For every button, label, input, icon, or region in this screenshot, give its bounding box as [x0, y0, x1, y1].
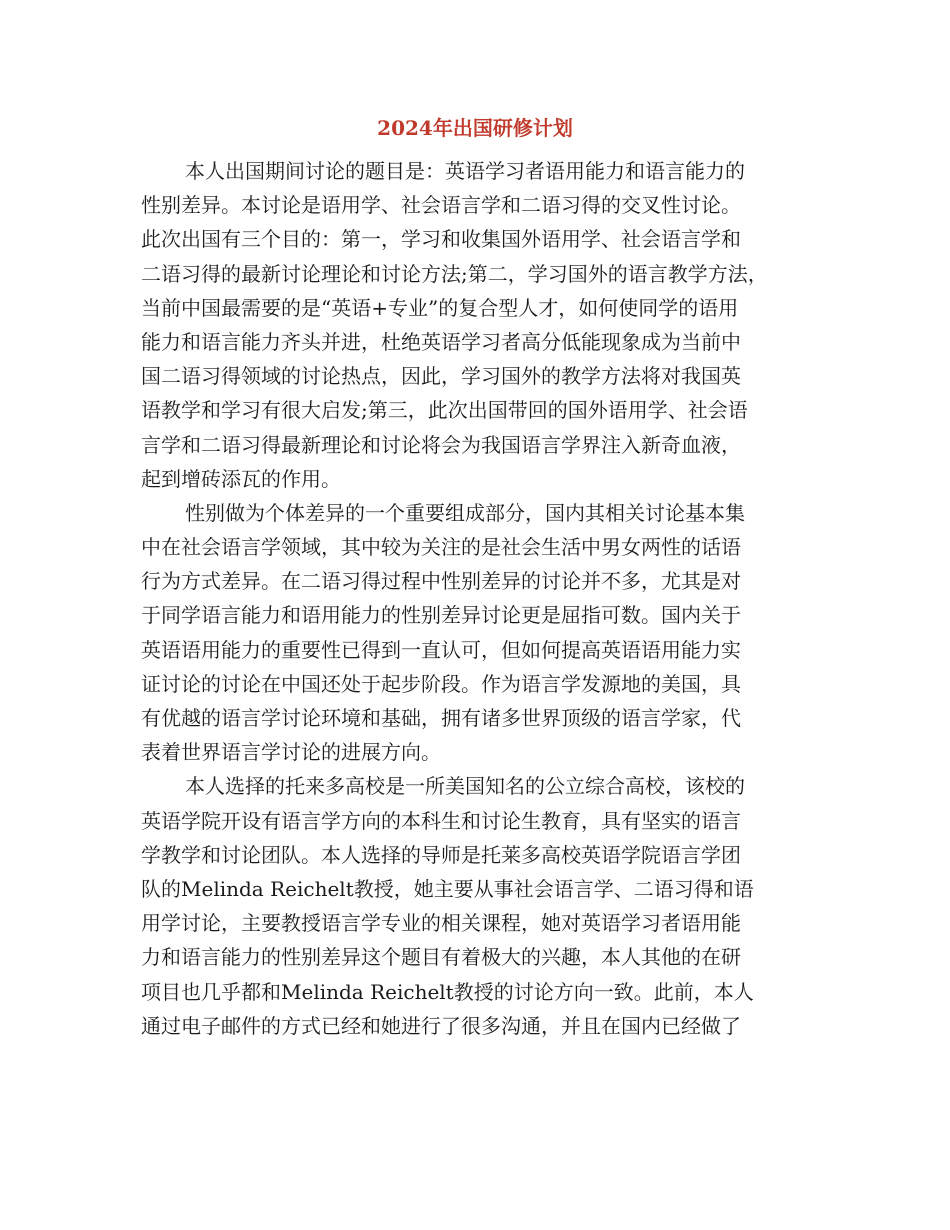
- text-line: 通过电子邮件的方式已经和她进行了很多沟通，并且在国内已经做了: [141, 1013, 741, 1038]
- text-line: 国二语习得领域的讨论热点，因此，学习国外的教学方法将对我国英: [141, 364, 741, 389]
- text-line: 有优越的语言学讨论环境和基础，拥有诸多世界顶级的语言学家，代: [141, 706, 741, 730]
- document-title: 2024年出国研修计划: [377, 116, 573, 140]
- text-line: 本人选择的托来多高校是一所美国知名的公立综合高校，该校的: [185, 774, 745, 799]
- text-line: 行为方式差异。在二语习得过程中性别差异的讨论并不多，尤其是对: [141, 569, 741, 594]
- text-line: 英语学院开设有语言学方向的本科生和讨论生教育，具有坚实的语言: [141, 808, 741, 833]
- text-line: 于同学语言能力和语用能力的性别差异讨论更是屈指可数。国内关于: [141, 603, 741, 628]
- text-line: 力和语言能力的性别差异这个题目有着极大的兴趣，本人其他的在研: [141, 945, 741, 970]
- text-line: 二语习得的最新讨论理论和讨论方法;第二，学习国外的语言教学方法，: [141, 261, 768, 286]
- text-line: 言学和二语习得最新理论和讨论将会为我国语言学界注入新奇血液，: [141, 432, 741, 457]
- text-line: 能力和语言能力齐头并进，杜绝英语学习者高分低能现象成为当前中: [141, 329, 741, 354]
- paragraph: [141, 154, 821, 496]
- document-body: [141, 154, 821, 1043]
- text-line: 英语语用能力的重要性已得到一直认可，但如何提高英语语用能力实: [141, 637, 741, 662]
- text-line: 用学讨论，主要教授语言学专业的相关课程，她对英语学习者语用能: [141, 911, 741, 936]
- text-line: 当前中国最需要的是“英语+专业”的复合型人才，如何使同学的语用: [141, 295, 739, 320]
- paragraph: [141, 769, 821, 1043]
- text-line: 性别做为个体差异的一个重要组成部分，国内其相关讨论基本集: [185, 500, 745, 525]
- text-line: 学教学和讨论团队。本人选择的导师是托莱多高校英语学院语言学团: [141, 842, 741, 867]
- text-line: 此次出国有三个目的：第一，学习和收集国外语用学、社会语言学和: [141, 227, 741, 252]
- text-line: 证讨论的讨论在中国还处于起步阶段。作为语言学发源地的美国，具: [141, 671, 741, 696]
- text-line: 项目也几乎都和Melinda Reichelt教授的讨论方向一致。此前，本人: [141, 979, 754, 1004]
- text-line: 表着世界语言学讨论的进展方向。: [141, 740, 441, 765]
- text-line: 中在社会语言学领域，其中较为关注的是社会生活中男女两性的话语: [141, 535, 741, 560]
- text-line: 本人出国期间讨论的题目是：英语学习者语用能力和语言能力的: [185, 159, 745, 183]
- text-line: 起到增砖添瓦的作用。: [141, 466, 341, 491]
- text-line: 语教学和学习有很大启发;第三，此次出国带回的国外语用学、社会语: [141, 398, 748, 423]
- paragraph: [141, 496, 821, 770]
- text-line: 队的Melinda Reichelt教授，她主要从事社会语言学、二语习得和语: [141, 876, 754, 901]
- text-line: 性别差异。本讨论是语用学、社会语言学和二语习得的交叉性讨论。: [141, 193, 741, 218]
